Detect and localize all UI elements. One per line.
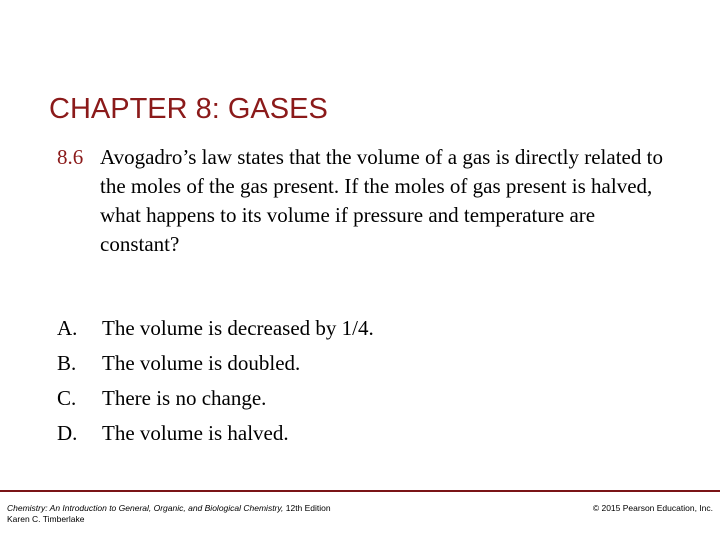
question-number: 8.6 — [57, 145, 84, 169]
choice-d[interactable] — [57, 416, 657, 451]
footer-edition: 12th Edition — [283, 503, 331, 513]
choice-b[interactable] — [57, 346, 657, 381]
choice-text: There is no change. — [102, 386, 267, 410]
choice-letter: A. — [57, 316, 78, 340]
choice-text: The volume is decreased by 1/4. — [102, 316, 374, 340]
footer-copyright: © 2015 Pearson Education, Inc. — [592, 503, 713, 513]
answer-choices — [57, 311, 657, 451]
choice-text: The volume is doubled. — [102, 351, 301, 375]
choice-letter: B. — [57, 351, 77, 375]
choice-letter: D. — [57, 421, 78, 445]
footer-author: Karen C. Timberlake — [7, 514, 85, 524]
footer-book-line — [7, 503, 331, 514]
question-text: Avogadro’s law states that the volume of a gas is directly related to the moles of the gas present. If the moles of gas present is halved, what happens to its volume if pressure and temperature are constant? — [100, 145, 663, 256]
slide-title: CHAPTER 8: GASES — [49, 93, 328, 125]
choice-c[interactable] — [57, 381, 657, 416]
footer-book-title: Chemistry: An Introduction to General, Organic, and Biological Chemistry, — [7, 503, 284, 513]
footer-rule — [0, 490, 720, 492]
choice-letter: C. — [57, 386, 77, 410]
choice-a[interactable] — [57, 311, 657, 346]
choice-text: The volume is halved. — [102, 421, 289, 445]
footer-citation — [7, 503, 331, 525]
